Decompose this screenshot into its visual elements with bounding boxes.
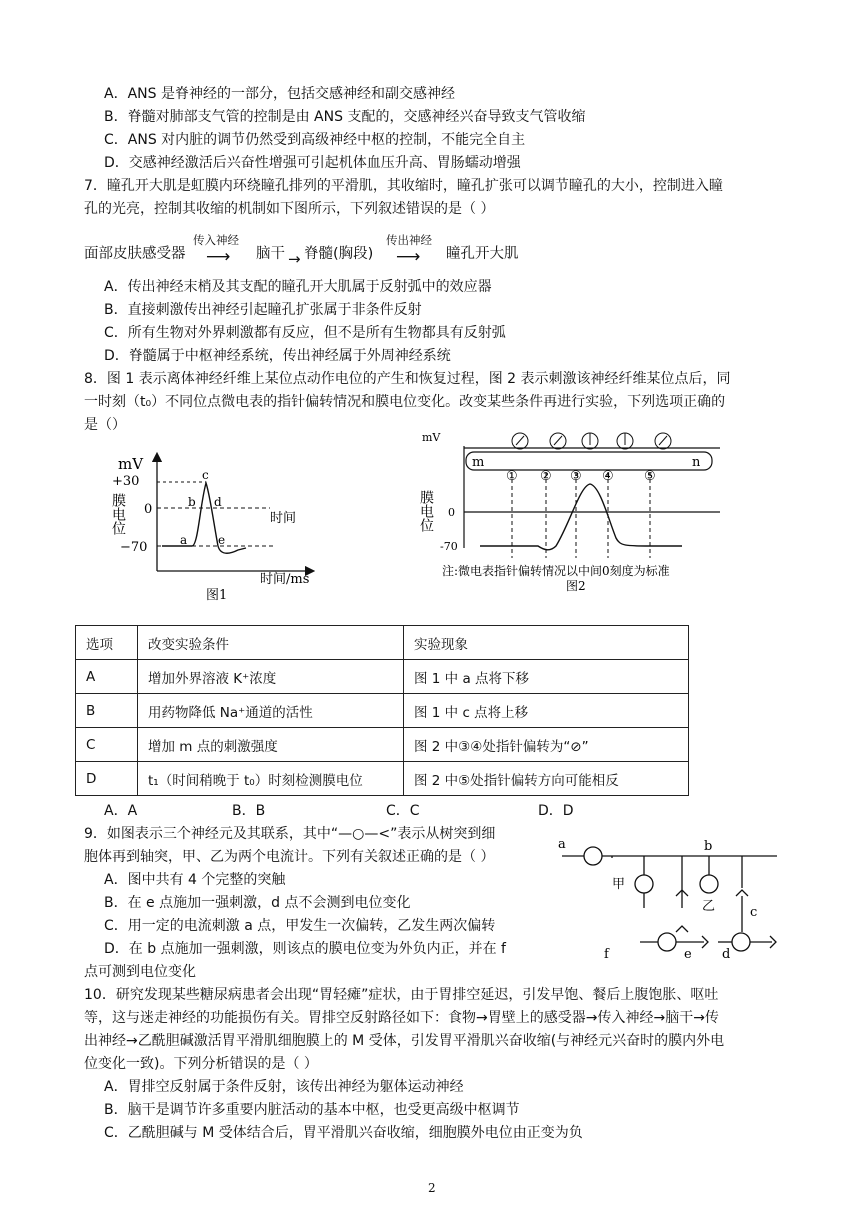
table-row: [76, 728, 689, 762]
pathway-node-spinal-cord: 脊髓(胸段): [304, 246, 374, 262]
fig2-caption: 图2: [566, 579, 586, 593]
q9-label-f: f: [604, 947, 609, 962]
table-cell: 图 1 中 a 点将下移: [404, 660, 689, 694]
q6-option-d: D．交感神经激活后兴奋性增强可引起机体血压升高、胃肠蠕动增强: [104, 155, 521, 171]
q9-label-jia: 甲: [612, 877, 626, 892]
q7-option-d: D．脊髓属于中枢神经系统，传出神经属于外周神经系统: [104, 348, 451, 364]
q9-option-a: A．图中共有 4 个完整的突触: [104, 872, 286, 888]
figure-2-microelectrodes: [420, 428, 730, 596]
q9-label-a: a: [558, 837, 566, 852]
fig2-y-unit: mV: [422, 431, 441, 444]
q10-option-c: C．乙酰胆碱与 M 受体结合后，胃平滑肌兴奋收缩，细胞膜外电位由正变为负: [104, 1125, 583, 1141]
pathway-node-receptor: 面部皮肤感受器: [84, 246, 186, 262]
q9-option-d-cont: 点可测到电位变化: [84, 964, 196, 980]
q9-stem-line1: 9．如图表示三个神经元及其联系，其中“—○—<”表示从树突到细: [84, 826, 496, 842]
q7-stem-line2: 孔的光亮，控制其收缩的机制如下图所示，下列叙述错误的是（ ）: [84, 201, 495, 217]
q9-label-e: e: [684, 947, 692, 962]
q8-stem-line3: 是（）: [84, 417, 126, 433]
q9-label-b: b: [704, 839, 713, 854]
table-header-cell: 改变实验条件: [138, 626, 404, 660]
pathway-label-efferent: 传出神经: [386, 233, 432, 247]
table-cell: 图 2 中③④处指针偏转为“⊘”: [404, 728, 689, 762]
table-cell: 用药物降低 Na⁺通道的活性: [138, 694, 404, 728]
fig2-y-label: 膜电位: [418, 490, 434, 532]
table-cell: C: [76, 728, 138, 762]
table-cell: A: [76, 660, 138, 694]
fig2-site-5: ⑤: [644, 469, 656, 484]
fig2-site-3: ③: [570, 469, 582, 484]
q10-stem-line3: 出神经→乙酰胆碱激活胃平滑肌细胞膜上的 M 受体，引发胃平滑肌兴奋收缩(与神经元兴奋时的膜内外电: [84, 1033, 725, 1049]
fig1-caption: 图1: [206, 588, 228, 603]
q6-option-a: A．ANS 是脊神经的一部分，包括交感神经和副交感神经: [104, 86, 455, 102]
q7-stem-line1: 7．瞳孔开大肌是虹膜内环绕瞳孔排列的平滑肌，其收缩时，瞳孔扩张可以调节瞳孔的大小，控制进入瞳: [84, 178, 723, 194]
q9-stem-line2: 胞体再到轴突，甲、乙为两个电流计。下列有关叙述正确的是（ ）: [84, 849, 495, 865]
q10-stem-line4: 位变化一致)。下列分析错误的是（ ）: [84, 1056, 318, 1072]
fig1-time-note: 时间: [270, 511, 297, 526]
q8-choice-d: D．D: [538, 803, 574, 819]
q9-option-b: B．在 e 点施加一强刺激，d 点不会测到电位变化: [104, 895, 411, 911]
pathway-node-brainstem: 脑干: [256, 246, 285, 262]
q10-option-a: A．胃排空反射属于条件反射，该传出神经为躯体运动神经: [104, 1079, 464, 1095]
q7-option-a: A．传出神经末梢及其支配的瞳孔开大肌属于反射弧中的效应器: [104, 279, 492, 295]
fig1-x-label: 时间/ms: [260, 572, 310, 587]
q9-neuron-diagram: [552, 828, 782, 962]
fig2-site-1: ①: [506, 469, 518, 484]
q10-stem-line1: 10．研究发现某些糖尿病患者会出现“胃轻瘫”症状，由于胃排空延迟，引发早饱、餐后上腹饱胀、呕吐: [84, 987, 719, 1003]
q9-option-d: D．在 b 点施加一强刺激，则该点的膜电位变为外负内正，并在 f: [104, 941, 506, 957]
fig1-tick-0: 0: [144, 502, 153, 517]
q8-options-table: [75, 625, 689, 796]
table-cell: 图 1 中 c 点将上移: [404, 694, 689, 728]
fig2-note: 注:微电表指针偏转情况以中间0刻度为标准: [442, 564, 670, 578]
fig1-point-c: c: [202, 468, 209, 482]
table-row: [76, 762, 689, 796]
fig2-tick-0: 0: [448, 506, 455, 519]
pathway-arrow-1: ⟶: [206, 247, 231, 267]
pathway-label-afferent: 传入神经: [193, 233, 239, 247]
fig2-meters: [512, 433, 671, 449]
q6-option-b: B．脊髓对肺部支气管的控制是由 ANS 支配的，交感神经兴奋导致支气管收缩: [104, 109, 586, 125]
table-cell: 图 2 中⑤处指针偏转方向可能相反: [404, 762, 689, 796]
table-cell: D: [76, 762, 138, 796]
q8-stem-line1: 8．图 1 表示离体神经纤维上某位点动作电位的产生和恢复过程，图 2 表示刺激该神经纤维某位点后，同: [84, 371, 731, 387]
page-number: 2: [428, 1181, 436, 1195]
q8-choice-b: B．B: [232, 803, 266, 819]
table-header-row: [76, 626, 689, 660]
fig1-point-a: a: [180, 533, 188, 547]
q9-label-c: c: [750, 905, 758, 920]
table-header-cell: 实验现象: [404, 626, 689, 660]
q6-option-c: C．ANS 对内脏的调节仍然受到高级神经中枢的控制，不能完全自主: [104, 132, 526, 148]
fig1-point-b: b: [188, 495, 196, 509]
fig2-nerve-fiber: [466, 452, 712, 470]
pathway-node-dilator-muscle: 瞳孔开大肌: [446, 246, 519, 262]
figure-1-action-potential: [110, 445, 330, 605]
table-row: [76, 660, 689, 694]
fig1-y-unit: mV: [118, 455, 144, 473]
q7-option-b: B．直接刺激传出神经引起瞳孔扩张属于非条件反射: [104, 302, 422, 318]
fig1-tick-plus30: +30: [112, 474, 140, 489]
q10-option-b: B．脑干是调节许多重要内脏活动的基本中枢，也受更高级中枢调节: [104, 1102, 520, 1118]
q9-label-d: d: [722, 947, 731, 962]
table-cell: B: [76, 694, 138, 728]
fig1-y-label: 膜电位: [110, 493, 126, 535]
q8-choice-c: C．C: [386, 803, 420, 819]
q8-stem-line2: 一时刻（t₀）不同位点微电表的指针偏转情况和膜电位变化。改变某些条件再进行实验，下列选项正确的: [84, 394, 726, 410]
pathway-arrow-2: →: [288, 250, 301, 268]
q9-label-yi: 乙: [702, 899, 716, 914]
fig2-label-m: m: [472, 455, 485, 470]
fig2-site-4: ④: [602, 469, 614, 484]
q7-option-c: C．所有生物对外界刺激都有反应，但不是所有生物都具有反射弧: [104, 325, 506, 341]
fig1-tick-minus70: −70: [120, 540, 148, 555]
fig2-site-2: ②: [540, 469, 552, 484]
table-row: [76, 694, 689, 728]
fig1-point-e: e: [218, 533, 226, 547]
fig2-label-n: n: [692, 455, 701, 470]
q8-choice-a: A．A: [104, 803, 138, 819]
fig2-tick-minus70: -70: [440, 540, 458, 553]
fig1-point-d: d: [214, 495, 222, 509]
table-cell: 增加外界溶液 K⁺浓度: [138, 660, 404, 694]
q9-option-c: C．用一定的电流刺激 a 点，甲发生一次偏转，乙发生两次偏转: [104, 918, 496, 934]
fig2-curve: [480, 484, 682, 550]
fig1-curve: [162, 483, 246, 553]
q10-stem-line2: 等，这与迷走神经的功能损伤有关。胃排空反射路径如下：食物→胃壁上的感受器→传入神经→脑干→传: [84, 1010, 719, 1026]
pathway-arrow-3: ⟶: [396, 247, 421, 267]
table-header-cell: 选项: [76, 626, 138, 660]
table-cell: 增加 m 点的刺激强度: [138, 728, 404, 762]
table-cell: t₁（时间稍晚于 t₀）时刻检测膜电位: [138, 762, 404, 796]
